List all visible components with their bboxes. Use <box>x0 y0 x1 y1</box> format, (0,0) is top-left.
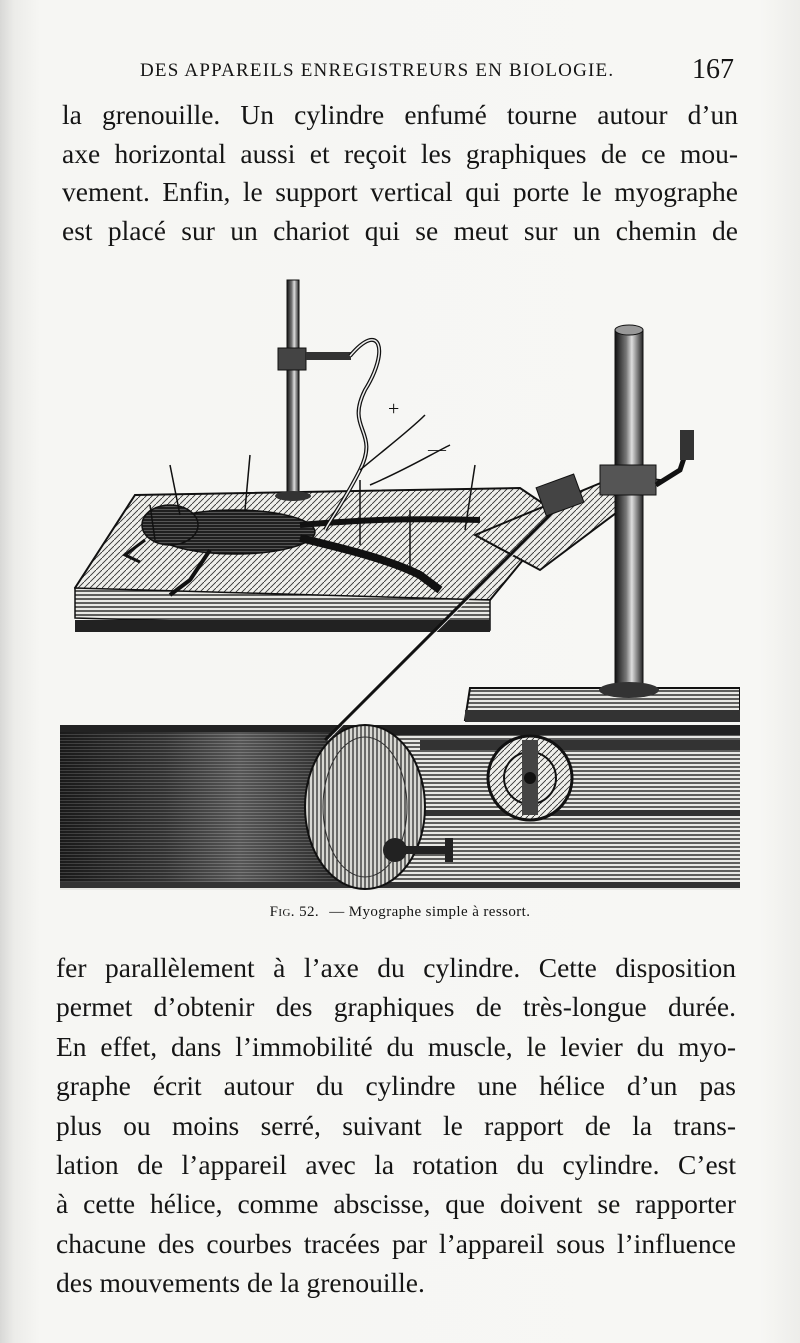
paragraph-top <box>62 96 738 250</box>
running-head <box>118 54 738 88</box>
text-line: permet d’obtenir des graphiques de très-longue durée. <box>56 991 736 1023</box>
text-line: à cette hélice, comme abscisse, que doivent se rapporter <box>56 1188 736 1220</box>
text-line: fer parallèlement à l’axe du cylindre. Cette disposition <box>56 952 736 983</box>
caption-label: Fig. 52. <box>269 904 320 920</box>
page-number: 167 <box>692 54 734 85</box>
running-title: DES APPAREILS ENREGISTREURS EN BIOLOGIE. <box>140 60 615 81</box>
text-line: graphe écrit autour du cylindre une hélice d’un pas <box>56 1070 736 1102</box>
plus-label: + <box>388 398 400 420</box>
caption-text: — Myographe simple à ressort. <box>329 904 531 920</box>
text-line: axe horizontal aussi et reçoit les graphiques de ce mou- <box>62 137 738 169</box>
minus-label: — <box>428 439 446 459</box>
figure-caption <box>0 904 800 921</box>
figure-myographe <box>60 270 740 895</box>
text-line: chacune des courbes tracées par l’appareil sous l’influence <box>56 1227 736 1259</box>
text-line: En effet, dans l’immobilité du muscle, le levier du myo- <box>56 1030 736 1062</box>
smoked-cylinder <box>60 725 453 889</box>
paragraph-bottom <box>56 948 736 1303</box>
text-line: est placé sur un chariot qui se meut sur un chemin de <box>62 214 738 246</box>
text-line: des mouvements de la grenouille. <box>56 1267 425 1299</box>
text-line: plus ou moins serré, suivant le rapport de la trans- <box>56 1109 736 1141</box>
text-line: lation de l’appareil avec la rotation du cylindre. C’est <box>56 1148 736 1180</box>
text-line: la grenouille. Un cylindre enfumé tourne autour d’un <box>62 99 738 130</box>
engraving-illustration <box>60 270 740 895</box>
text-line: vement. Enfin, le support vertical qui porte le myographe <box>62 176 738 207</box>
frog-board <box>75 488 560 632</box>
